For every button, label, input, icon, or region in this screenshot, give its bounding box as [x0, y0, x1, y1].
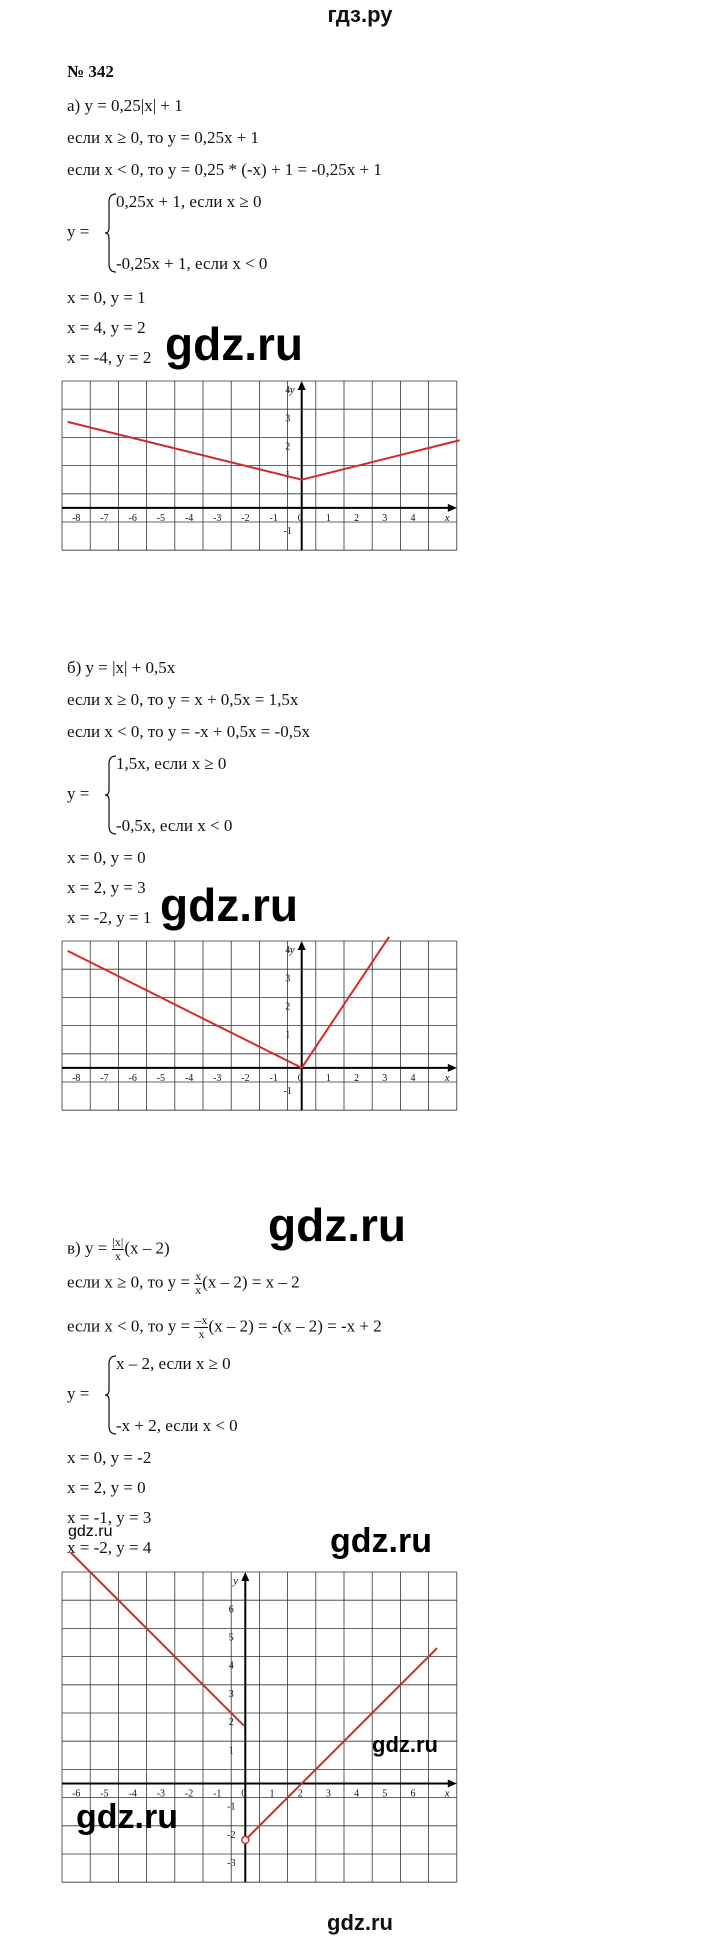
x-tick-label: -6 — [128, 512, 137, 524]
part-c-piece1: x – 2, если x ≥ 0 — [116, 1354, 231, 1373]
y-tick-label: 4 — [285, 385, 291, 397]
y-axis-arrow — [298, 381, 306, 390]
part-c-case-pos-prefix: если x ≥ 0, то y = — [67, 1272, 190, 1292]
x-tick-label: 0 — [297, 512, 303, 524]
x-tick-label: 0 — [297, 1072, 303, 1084]
frac-den: x — [114, 1249, 121, 1263]
x-axis-arrow — [448, 1780, 457, 1788]
x-tick-label: -3 — [213, 512, 222, 524]
part-a-title: а) y = 0,25|x| + 1 — [67, 96, 183, 115]
watermark: gdz.ru — [160, 879, 298, 931]
frac-den: x — [195, 1283, 202, 1297]
x-axis-label: x — [444, 1787, 450, 1800]
part-c-case-neg-suffix: (x – 2) = -(x – 2) = -x + 2 — [208, 1316, 382, 1336]
x-tick-label: -7 — [100, 1072, 109, 1084]
part-a-point-2: x = 4, y = 2 — [67, 318, 146, 337]
x-tick-label: -3 — [213, 1072, 222, 1084]
x-tick-label: -7 — [100, 512, 109, 524]
watermark: gdz.ru — [330, 1522, 432, 1560]
part-b-piece2: -0,5x, если x < 0 — [116, 816, 233, 835]
part-b-case-neg: если x < 0, то y = -x + 0,5x = -0,5x — [67, 722, 310, 741]
y-tick-label: -1 — [283, 1086, 292, 1098]
y-axis-label: y — [289, 384, 295, 397]
part-b-point-1: x = 0, y = 0 — [67, 848, 146, 867]
frac-num: |x| — [112, 1235, 124, 1249]
y-axis-arrow — [298, 941, 306, 950]
site-footer[interactable]: gdz.ru — [327, 1910, 393, 1935]
function-line — [68, 422, 302, 480]
y-tick-label: 1 — [285, 469, 291, 481]
y-tick-label: 1 — [285, 1029, 291, 1041]
x-tick-label: 1 — [325, 1072, 331, 1084]
graph-b — [58, 937, 458, 1137]
y-tick-label: 1 — [228, 1745, 234, 1757]
x-tick-label: -5 — [156, 1072, 166, 1084]
x-tick-label: -6 — [128, 1072, 137, 1084]
part-c-point-2: x = 2, y = 0 — [67, 1478, 146, 1497]
part-c-y-eq: y = — [67, 1384, 90, 1403]
part-c-title-prefix: в) y = — [67, 1238, 108, 1258]
part-b-point-3: x = -2, y = 1 — [67, 908, 152, 927]
y-tick-label: 4 — [228, 1660, 234, 1672]
x-tick-label: -1 — [269, 512, 278, 524]
y-tick-label: 2 — [285, 1001, 291, 1013]
y-tick-label: -2 — [227, 1829, 236, 1841]
y-tick-label: -1 — [227, 1801, 236, 1813]
x-tick-label: 2 — [297, 1788, 303, 1800]
part-a-piece2: -0,25x + 1, если x < 0 — [116, 254, 268, 273]
x-tick-label: 4 — [410, 1072, 416, 1084]
y-tick-label: 3 — [228, 1688, 234, 1700]
watermark: gdz.ru — [68, 1523, 113, 1540]
x-tick-label: 5 — [382, 1788, 388, 1800]
x-axis-arrow — [448, 1064, 457, 1072]
part-b-y-eq: y = — [67, 784, 90, 803]
x-tick-label: -6 — [72, 1788, 81, 1800]
y-tick-label: -1 — [283, 526, 292, 538]
y-tick-label: -3 — [227, 1858, 236, 1870]
x-tick-label: -4 — [184, 1072, 194, 1084]
x-tick-label: -5 — [156, 512, 166, 524]
x-tick-label: 2 — [354, 1072, 360, 1084]
problem-number: № 342 — [67, 62, 114, 81]
x-axis-arrow — [448, 504, 457, 512]
x-tick-label: 1 — [269, 1788, 275, 1800]
fraction — [112, 1236, 125, 1263]
x-tick-label: 3 — [382, 1072, 388, 1084]
watermark: gdz.ru — [268, 1199, 406, 1251]
function-line — [68, 951, 302, 1068]
y-tick-label: 4 — [285, 945, 291, 957]
x-tick-label: -2 — [241, 1072, 250, 1084]
x-tick-label: -2 — [241, 512, 250, 524]
x-tick-label: 4 — [354, 1788, 360, 1800]
part-a-case-neg: если x < 0, то y = 0,25 * (-x) + 1 = -0,25x + 1 — [67, 160, 382, 179]
watermark: gdz.ru — [165, 318, 303, 370]
x-tick-label: 4 — [410, 512, 416, 524]
x-tick-label: -4 — [184, 512, 194, 524]
part-a-case-pos: если x ≥ 0, то y = 0,25x + 1 — [67, 128, 260, 147]
function-line — [302, 440, 460, 479]
watermark: gdz.ru — [372, 1732, 438, 1757]
x-tick-label: -1 — [213, 1788, 222, 1800]
y-tick-label: 5 — [228, 1632, 234, 1644]
y-axis-label: y — [233, 1575, 239, 1588]
function-line — [302, 937, 389, 1068]
x-tick-label: 3 — [325, 1788, 331, 1800]
x-tick-label: -3 — [156, 1788, 166, 1800]
y-tick-label: 3 — [285, 973, 291, 985]
x-tick-label: 0 — [241, 1788, 247, 1800]
x-axis-label: x — [444, 511, 450, 524]
y-tick-label: 2 — [228, 1717, 234, 1729]
open-point — [242, 1836, 249, 1843]
x-tick-label: -8 — [72, 512, 81, 524]
part-c-case-pos — [67, 1270, 300, 1297]
part-c-case-neg — [67, 1314, 382, 1341]
x-axis-label: x — [444, 1071, 450, 1084]
function-line — [70, 1552, 243, 1725]
part-c-point-3: x = -1, y = 3 — [67, 1508, 152, 1527]
part-c-piece2: -x + 2, если x < 0 — [116, 1416, 238, 1435]
site-header[interactable]: гдз.ру — [327, 2, 393, 27]
part-b-piece1: 1,5x, если x ≥ 0 — [116, 754, 227, 773]
watermark: gdz.ru — [76, 1798, 178, 1836]
x-tick-label: -8 — [72, 1072, 81, 1084]
part-c-case-neg-prefix: если x < 0, то y = — [67, 1316, 191, 1336]
frac-den: x — [198, 1327, 205, 1341]
part-b-case-pos: если x ≥ 0, то y = x + 0,5x = 1,5x — [67, 690, 299, 709]
x-tick-label: -1 — [269, 1072, 278, 1084]
part-a-piece1: 0,25x + 1, если x ≥ 0 — [116, 192, 262, 211]
part-c-title — [67, 1236, 170, 1263]
x-tick-label: 1 — [325, 512, 331, 524]
x-tick-label: 2 — [354, 512, 360, 524]
part-b-title: б) y = |x| + 0,5x — [67, 658, 176, 677]
y-tick-label: 6 — [228, 1604, 234, 1616]
part-c-title-suffix: (x – 2) — [124, 1238, 170, 1258]
y-tick-label: 3 — [285, 413, 291, 425]
x-tick-label: -2 — [184, 1788, 194, 1800]
frac-num: x — [195, 1269, 202, 1283]
y-axis-arrow — [241, 1572, 249, 1581]
part-c-point-1: x = 0, y = -2 — [67, 1448, 152, 1467]
part-a-y-eq: y = — [67, 222, 90, 241]
frac-num: –x — [195, 1313, 208, 1327]
y-tick-label: 2 — [285, 441, 291, 453]
x-tick-label: -4 — [128, 1788, 137, 1800]
part-c-point-4: x = -2, y = 4 — [67, 1538, 152, 1557]
part-a-point-3: x = -4, y = 2 — [67, 348, 152, 367]
x-tick-label: 3 — [382, 512, 388, 524]
x-tick-label: -5 — [100, 1788, 109, 1800]
x-tick-label: 6 — [410, 1788, 416, 1800]
part-c-case-pos-suffix: (x – 2) = x – 2 — [202, 1272, 300, 1292]
part-b-point-2: x = 2, y = 3 — [67, 878, 146, 897]
fraction — [194, 1314, 208, 1341]
y-axis-label: y — [289, 944, 295, 957]
part-a-point-1: x = 0, y = 1 — [67, 288, 146, 307]
graph-a — [58, 377, 458, 577]
